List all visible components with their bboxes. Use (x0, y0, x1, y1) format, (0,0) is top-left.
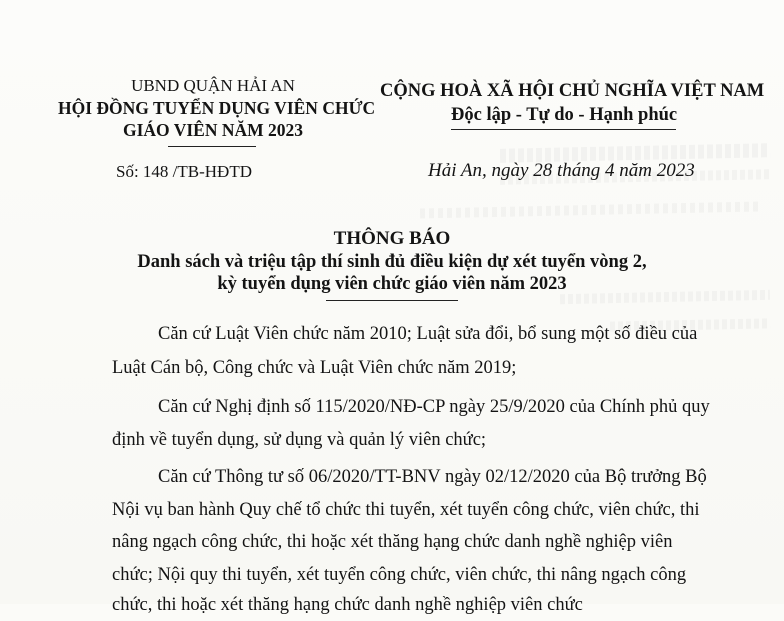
notice-subtitle-line1: Danh sách và triệu tập thí sinh đủ điều kiện dự xét tuyển vòng 2, (137, 252, 647, 272)
place-and-date: Hải An, ngày 28 tháng 4 năm 2023 (428, 160, 695, 181)
title-underline (326, 300, 458, 301)
paragraph-3-line-3: nâng ngạch công chức, thi hoặc xét thăng hạng chức danh nghề nghiệp viên (112, 532, 673, 552)
paragraph-3-line-1: Căn cứ Thông tư số 06/2020/TT-BNV ngày 02/12/2020 của Bộ trưởng Bộ (158, 467, 707, 487)
notice-subtitle-line2: kỳ tuyển dụng viên chức giáo viên năm 2023 (217, 274, 567, 294)
issuing-authority-line1: HỘI ĐỒNG TUYỂN DỤNG VIÊN CHỨC (58, 98, 376, 118)
paragraph-3-line-5: chức, thi hoặc xét thăng hạng chức danh nghề nghiệp viên chức (112, 595, 583, 615)
document-number: Số: 148 /TB-HĐTD (116, 162, 252, 181)
national-motto: Độc lập - Tự do - Hạnh phúc (451, 105, 678, 125)
paragraph-1-line-1: Căn cứ Luật Viên chức năm 2010; Luật sửa đổi, bổ sung một số điều của (158, 324, 698, 344)
motto-underline (451, 129, 676, 130)
notice-heading: THÔNG BÁO (333, 228, 451, 249)
national-title: CỘNG HOÀ XÃ HỘI CHỦ NGHĨA VIỆT NAM (380, 81, 765, 101)
paragraph-1-line-2: Luật Cán bộ, Công chức và Luật Viên chức năm 2019; (112, 358, 517, 378)
paragraph-2-line-2: định về tuyển dụng, sử dụng và quản lý viên chức; (112, 430, 487, 450)
issuing-authority-line2: GIÁO VIÊN NĂM 2023 (122, 120, 304, 140)
authority-underline (168, 146, 256, 147)
paragraph-3-line-4: chức; Nội quy thi tuyển, xét tuyển công chức, viên chức, thi nâng ngạch công (112, 565, 687, 585)
bleed-through-texture (420, 201, 760, 218)
issuing-authority-parent: UBND QUẬN HẢI AN (131, 76, 295, 95)
paragraph-2-line-1: Căn cứ Nghị định số 115/2020/NĐ-CP ngày 25/9/2020 của Chính phủ quy (158, 397, 710, 417)
paragraph-3-line-2: Nội vụ ban hành Quy chế tổ chức thi tuyển, xét tuyển công chức, viên chức, thi (112, 500, 700, 520)
